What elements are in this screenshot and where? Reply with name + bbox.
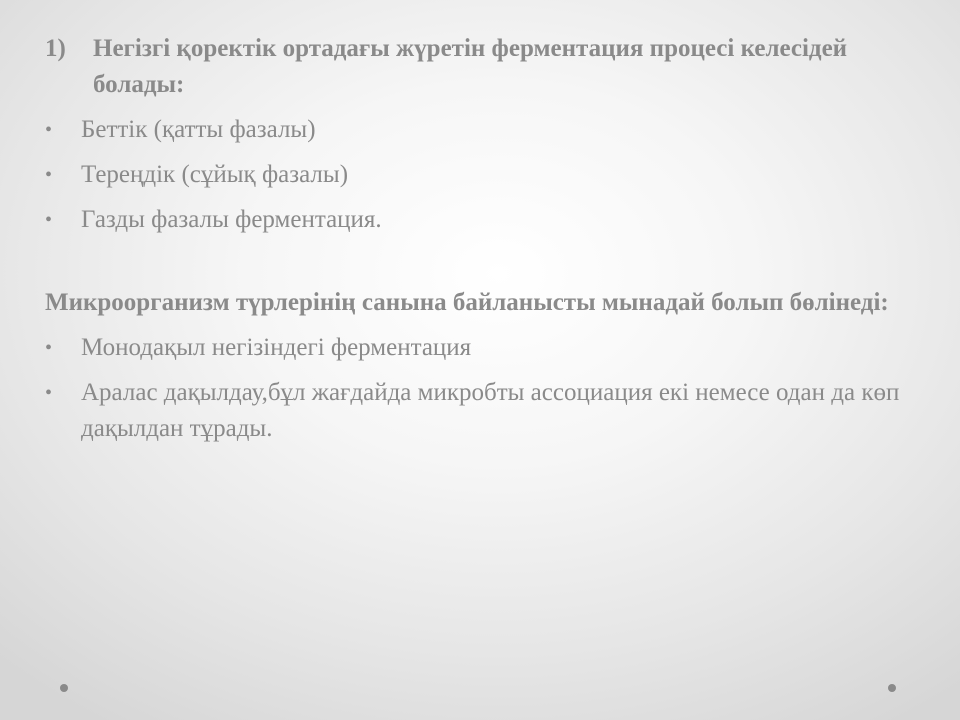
section-heading: Микроорганизм түрлерінің санына байланысты мынадай болып бөлінеді: [45,289,889,316]
corner-dot-decoration [60,684,68,692]
list-item [45,112,915,148]
numbered-heading [45,31,915,103]
corner-dot-decoration [888,684,896,692]
list-item-text: Газды фазалы ферментация. [81,206,382,233]
list-item [45,330,915,366]
bullet-icon: • [45,337,53,359]
list-item [45,202,915,238]
slide-content [45,31,915,447]
list-item [45,375,915,447]
heading-number: 1) [45,35,66,62]
bullet-icon: • [45,164,53,186]
heading-text: Негізгі қоректік ортадағы жүретін ферментация процесі келесідей болады: [93,35,848,98]
list-item-text: Тереңдік (сұйық фазалы) [81,161,349,188]
microorganism-type-list [45,330,915,447]
list-item-text: Беттік (қатты фазалы) [81,116,316,143]
bullet-icon: • [45,119,53,141]
list-item [45,157,915,193]
bullet-icon: • [45,209,53,231]
fermentation-phase-list [45,112,915,238]
bullet-icon: • [45,382,53,404]
list-item-text: Аралас дақылдау,бұл жағдайда микробты ассоциация екі немесе одан да көп дақылдан тұрады. [81,379,900,442]
list-item-text: Монодақыл негізіндегі ферментация [81,334,472,361]
